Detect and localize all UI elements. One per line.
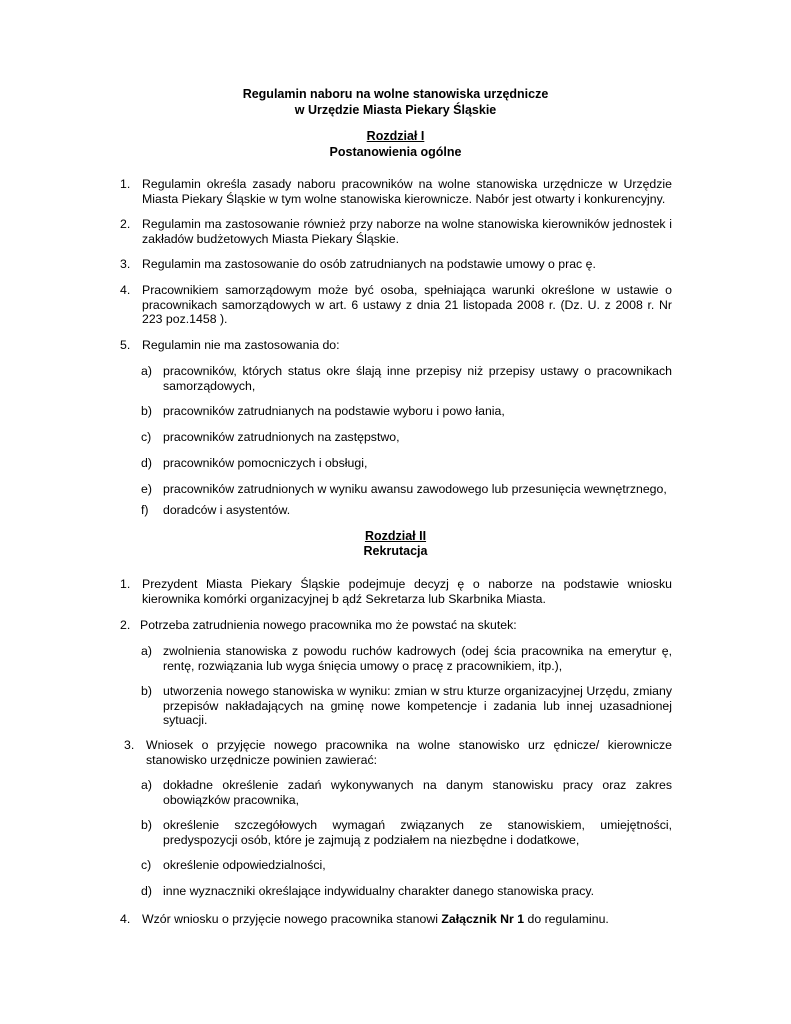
document-title-line2: w Urzędzie Miasta Piekary Śląskie <box>294 103 497 117</box>
chapter1-label: Rozdział I <box>366 129 425 143</box>
chapter2-title: Rekrutacja <box>363 544 428 558</box>
chapter1-title: Postanowienia ogólne <box>329 145 462 159</box>
document-title-line1: Regulamin naboru na wolne stanowiska urzędnicze <box>242 87 549 101</box>
item4-text-before: Wzór wniosku o przyjęcie nowego pracownika stanowi <box>142 912 442 926</box>
item4-text-after: do regulaminu. <box>524 912 609 926</box>
chapter2-label: Rozdział II <box>364 529 427 543</box>
attachment-reference: Załącznik Nr 1 <box>441 912 525 926</box>
document-page: Regulamin naboru na wolne stanowiska urzędnicze w Urzędzie Miasta Piekary Śląskie Rozdział I Postanowienia ogólne 1. Regulamin określa zasady naboru pracowników na wolne stanowiska urzędnicze w Urzędzie Miasta Piekary Śląskie w tym wolne stanowiska kierownicze. Nabór jest otwarty i konkurencyjny. 2. Regulamin ma zastosowanie również przy naborze na wolne stanowiska kierowników jednostek i zakładów budżetowych Miasta Piekary Śląskie. 3. Regulamin ma zastosowanie do osób zatrudnianych na podstawie umowy o prac ę. 4. Pracownikiem samorządowym może być osoba, spełniająca warunki określone w ustawie o pracownikach samorządowych w art. 6 ustawy z dnia 21 listopada 2008 r. (Dz. U. z 2008 r. Nr 223 poz.1458 ). 5. Regulamin nie ma zastosowania do: a) pracowników, których status okre ślają inne przepisy niż przepisy ustawy o pracownikach samorządowych, b) pracowników zatrudnianych na podstawie wyboru i powo łania, c) pracowników zatrudnionych na zastępstwo, d) pracowników pomocniczych i obsługi, e) pracowników zatrudnionych w wyniku awansu zawodowego lub przesunięcia wewnętrznego, f) doradców i asystentów. Rozdział II Rekrutacja 1. Prezydent Miasta Piekary Śląskie podejmuje decyzj ę o naborze na podstawie wniosku kierownika komórki organizacyjnej b ądź Sekretarza lub Skarbnika Miasta. 2. Potrzeba zatrudnienia nowego pracownika mo że powstać na skutek: a) zwolnienia stanowiska z powodu ruchów kadrowych (odej ścia pracownika na emerytur ę, rentę, rozwiązania lub wyga śnięcia umowy o pracę z pracownikiem, itp.), b) utworzenia nowego stanowiska w wyniku: zmian w stru kturze organizacyjnej Urzędu, zmiany przepisów nakładających na gminę nowe kompetencje i zadania lub innej uzasadnionej sytuacji. 3. Wniosek o przyjęcie nowego pracownika na wolne stanowisko urz ędnicze/ kierownicze stanowisko urzędnicze powinien zawierać: a) dokładne określenie zadań wykonywanych na danym stanowisku pracy oraz zakres obowiązków pracownika, b) określenie szczegółowych wymagań związanych ze stanowiskiem, umiejętności, predyspozycji osób, które je zajmują z podziałem na niezbędne i dodatkowe, c) określenie odpowiedzialności, d) inne wyznaczniki określające indywidualny charakter danego stanowiska pracy. 4. Wzór wniosku o przyjęcie nowego pracownika stanowi Załącznik Nr 1 do regulaminu. <box>0 0 791 1024</box>
